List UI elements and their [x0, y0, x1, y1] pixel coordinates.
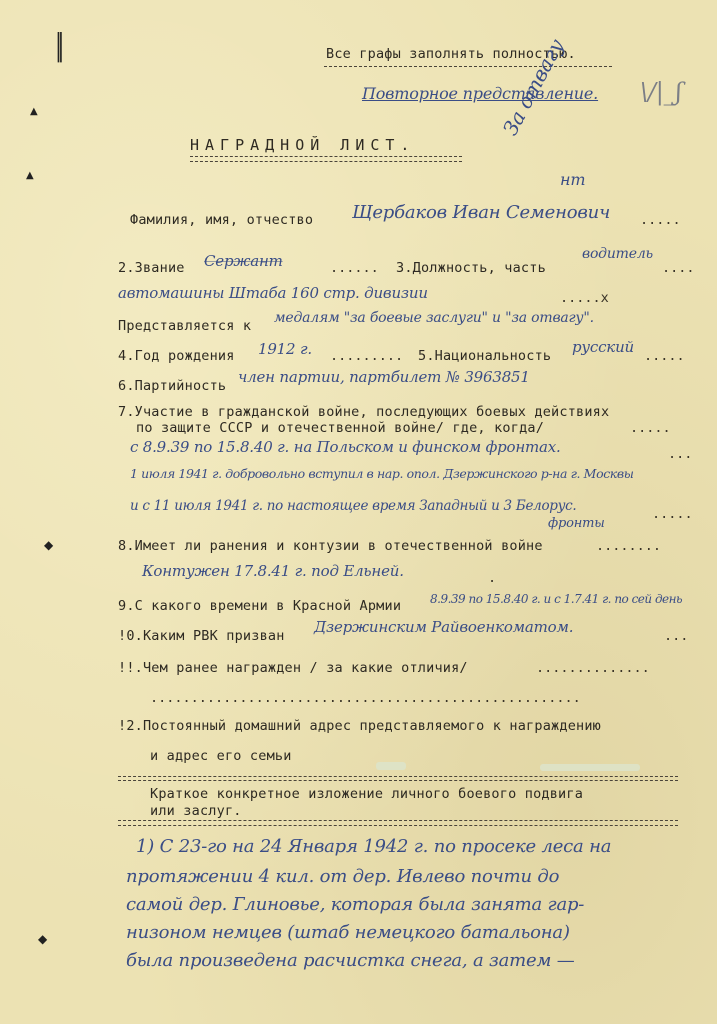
participation-label-2: по защите СССР и отечественной войне/ где, когда/ [136, 420, 545, 436]
name-value: Щербаков Иван Семенович [352, 202, 611, 223]
feat-line-5: была произведена расчистка снега, а затем — [126, 950, 575, 971]
recommended-value: медалям "за боевые заслуги" и "за отвагу". [274, 310, 594, 326]
nationality-value: русский [572, 338, 634, 356]
participation-leader-dots: ..... [630, 420, 671, 436]
participation-value-3: и с 11 июля 1941 г. по настоящее время Западный и 3 Белорус. [130, 498, 577, 514]
instruction-text: Все графы заполнять полностью. [326, 46, 576, 62]
margin-pencil-mark: ‖ [55, 28, 64, 63]
participation-line1-dots: ... [668, 446, 693, 462]
rank-value: Сержант [204, 252, 283, 270]
party-label: 6.Партийность [118, 378, 227, 394]
section-separator [118, 776, 678, 777]
army-since-label: 9.С какого времени в Красной Армии [118, 598, 402, 614]
hole-punch-mark: ▲ [30, 106, 38, 117]
pencil-initials: \/|_ʃ [640, 78, 682, 106]
nationality-leader-dots: ..... [644, 348, 685, 364]
address-erasure-mark [376, 762, 406, 770]
hole-punch-mark: ◆ [38, 932, 48, 946]
birth-year-leader-dots: ......... [330, 348, 404, 364]
title-double-rule [190, 156, 462, 157]
document-title: НАГРАДНОЙ ЛИСТ. [190, 136, 416, 154]
rank-label: 2.Звание [118, 260, 185, 276]
address-label-1: !2.Постоянный домашний адрес представляемого к награждению [118, 718, 602, 734]
address-label-2: и адрес его семьи [150, 748, 292, 764]
position-value-1: водитель [582, 246, 653, 262]
prior-awards-dots: .............. [536, 660, 650, 676]
participation-label-1: 7.Участие в гражданской войне, последующих боевых действиях [118, 404, 610, 420]
rvk-value: Дзержинским Райвоенкоматом. [314, 618, 574, 636]
birth-year-label: 4.Год рождения [118, 348, 235, 364]
feat-line-1: 1) С 23-го на 24 Января 1942 г. по просеке леса на [136, 836, 612, 857]
hole-punch-mark: ◆ [44, 538, 54, 552]
participation-value-4: фронты [548, 516, 605, 531]
rank-leader-dots: ...... [330, 260, 379, 276]
name-leader-dots: ..... [640, 212, 681, 228]
position-label: 3.Должность, часть [396, 260, 546, 276]
hole-punch-mark: ▲ [26, 170, 34, 181]
section-separator [118, 780, 678, 781]
name-label: Фамилия, имя, отчество [130, 212, 314, 228]
feat-separator [118, 825, 678, 826]
position-leader-dots: .... [662, 260, 695, 276]
prior-awards-dots-line2: ..................................................... [150, 690, 581, 706]
position-line2-dots: .....x [560, 290, 609, 306]
feat-line-4: низоном немцев (штаб немецкого батальона) [126, 922, 570, 943]
title-double-rule [190, 161, 462, 162]
feat-line-2: протяжении 4 кил. от дер. Ивлево почти до [126, 866, 560, 887]
position-value-2: автомашины Штаба 160 стр. дивизии [118, 284, 428, 302]
resolution-note: За отвагу [498, 35, 569, 140]
nationality-label: 5.Национальность [418, 348, 552, 364]
feat-separator [118, 820, 678, 821]
participation-value-2: 1 июля 1941 г. добровольно вступил в нар. опол. Дзержинского р-на г. Москвы [130, 466, 634, 481]
rvk-label: !0.Каким РВК призван [118, 628, 285, 644]
rvk-leader-dots: ... [664, 628, 689, 644]
wounds-value: Контужен 17.8.41 г. под Ельней. [142, 562, 404, 580]
participation-line3-dots: ..... [652, 506, 693, 522]
birth-year-value: 1912 г. [258, 340, 312, 358]
wounds-line-dots: . [488, 570, 497, 586]
address-erasure-mark [540, 764, 640, 771]
repeat-submission-note: Повторное представление. [362, 84, 599, 103]
feat-heading-2: или заслуг. [150, 803, 242, 819]
recommended-label: Представляется к [118, 318, 252, 334]
army-since-value: 8.9.39 по 15.8.40 г. и с 1.7.41 г. по сей день [430, 592, 683, 606]
feat-line-3: самой дер. Глиновье, которая была занята гар- [126, 894, 585, 915]
participation-value-1: с 8.9.39 по 15.8.40 г. на Польском и финском фронтах. [130, 438, 561, 456]
party-value: член партии, партбилет № 3963851 [238, 368, 530, 386]
feat-heading-1: Краткое конкретное изложение личного боевого подвига [150, 786, 584, 802]
wounds-label: 8.Имеет ли ранения и контузии в отечественной войне [118, 538, 543, 554]
resolution-initials: нт [560, 170, 586, 189]
wounds-leader-dots: ........ [596, 538, 662, 554]
prior-awards-label: !!.Чем ранее награжден / за какие отличия/ [118, 660, 468, 676]
instruction-underline [324, 66, 612, 67]
